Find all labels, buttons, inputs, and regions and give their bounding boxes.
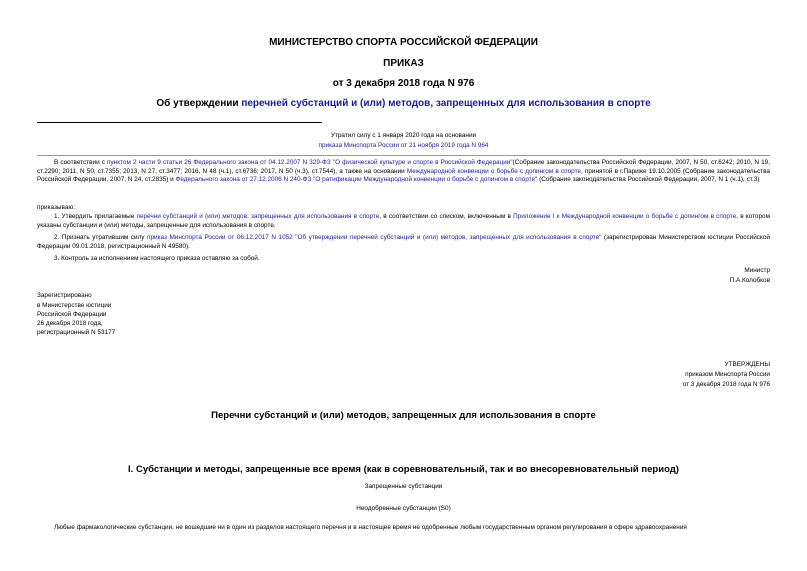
s0-body: Любые фармакологические субстанции, не вошедшие ни в один из разделов настоящего перечня и в настоящее время не одобренные любым государственным органом регулирования в сфере здравоохранения [54,524,687,531]
signature-name: П.А.Колобков [729,277,770,284]
doc-title-link[interactable]: перечней субстанций и (или) методов, запрещенных для использования в спорте [241,98,651,109]
law-240-fz-link[interactable]: Федерального закона от 27.12.2006 N 240-ФЗ "О ратификации Международной конвенции о борьбе с допингом в спорте" [175,176,538,184]
approved-line-3: от 3 декабря 2018 года N 976 [682,381,770,388]
approved-line-1: УТВЕРЖДЕНЫ [724,361,770,368]
preamble-text-1: В соответствии с [54,159,108,166]
item-1-text-3: , в котором указаны субстанции и (или) методы, запрещенные для использования в спорте. [37,213,770,229]
registration-line-5: регистрационный N 53177 [37,329,116,336]
registration-line-4: 26 декабря 2018 года, [37,320,103,327]
s0-heading: Неодобренные субстанции (S0) [356,505,451,512]
preamble-text-3: , принятой в г.Париже 19.10.2005 (Собрание законодательства Российской Федерации, 2007, N 24, ст.2835) и [37,167,770,184]
signature-role: Министр [744,267,770,274]
annex-title: Перечни субстанций и (или) методов, запрещенных для использования в спорте [211,410,596,421]
annul-note-link[interactable]: приказа Минспорта России от 21 ноября 2019 года N 964 [318,142,489,149]
annul-note-line1: Утратил силу с 1 января 2020 года на основании [330,132,477,139]
prohibited-substances-heading: Запрещенные субстанции [364,483,443,490]
item-2-text-2: (зарегистрирован Министерством юстиции Российской Федерации 09.01.2018, регистрационный N 49580). [37,234,770,250]
doc-title [0,98,807,110]
registration-line-3: Российской Федерации [37,311,107,318]
item-1-lists-link[interactable]: перечни субстанций и (или) методов, запрещенных для использования в спорте [136,213,380,220]
item-1-annex-link[interactable]: Приложение I к Международной конвенции о борьбе с допингом в спорте [513,213,737,220]
item-2 [37,234,770,251]
section-1-heading: I. Субстанции и методы, запрещенные все время (как в соревновательный, так и во внесоревновательный период) [128,464,679,475]
law-329-fz-link[interactable]: пунктом 2 части 9 статьи 26 Федерального закона от 04.12.2007 N 329-ФЗ "О физической культуре и спорте в Российской Федерации" [107,159,513,166]
doc-type: ПРИКАЗ [383,58,424,69]
ministry-title: МИНИСТЕРСТВО СПОРТА РОССИЙСКОЙ ФЕДЕРАЦИИ [269,37,538,48]
preamble-text-2: (Собрание законодательства Российской Федерации, 2007, N 50, ст.6242; 2010, N 19, ст.2290; 2011, N 50, ст.7355; 2013, N 27, ст.3477; 2016, N 48 (ч.1), ст.6736; 2017, N 50 (ч.3), ст.7544), а также на основании [37,159,770,175]
doc-date: от 3 декабря 2018 года N 976 [332,78,475,89]
header-divider [37,122,322,123]
registration-line-1: Зарегистрировано [37,292,92,299]
doc-title-prefix: Об утверждении [156,98,242,109]
item-3: 3. Контроль за исполнением настоящего приказа оставляю за собой. [54,255,260,262]
preamble-text-4: (Собрание законодательства Российской Федерации, 2007, N 1 (ч.1), ст.3) [537,176,760,184]
annul-note-divider [37,155,770,156]
item-1 [37,213,770,230]
item-1-text-2: , в соответствии со списком, включенным в [379,213,514,220]
preamble-paragraph [37,159,770,185]
registration-line-2: в Министерстве юстиции [37,302,112,309]
item-1-text-1: 1. Утвердить прилагаемые [54,213,137,220]
item-2-order-link[interactable]: приказ Минспорта России от 06.12.2017 N 1052 "Об утверждении перечней субстанций и (или) методов, запрещенных для использования в спорте" [147,234,602,241]
approved-line-2: приказом Минспорта России [685,371,770,378]
item-2-text-1: 2. Признать утратившим силу [54,234,148,241]
order-word: приказываю: [37,204,75,211]
convention-link[interactable]: Международной конвенции о борьбе с допингом в спорте [406,167,581,175]
